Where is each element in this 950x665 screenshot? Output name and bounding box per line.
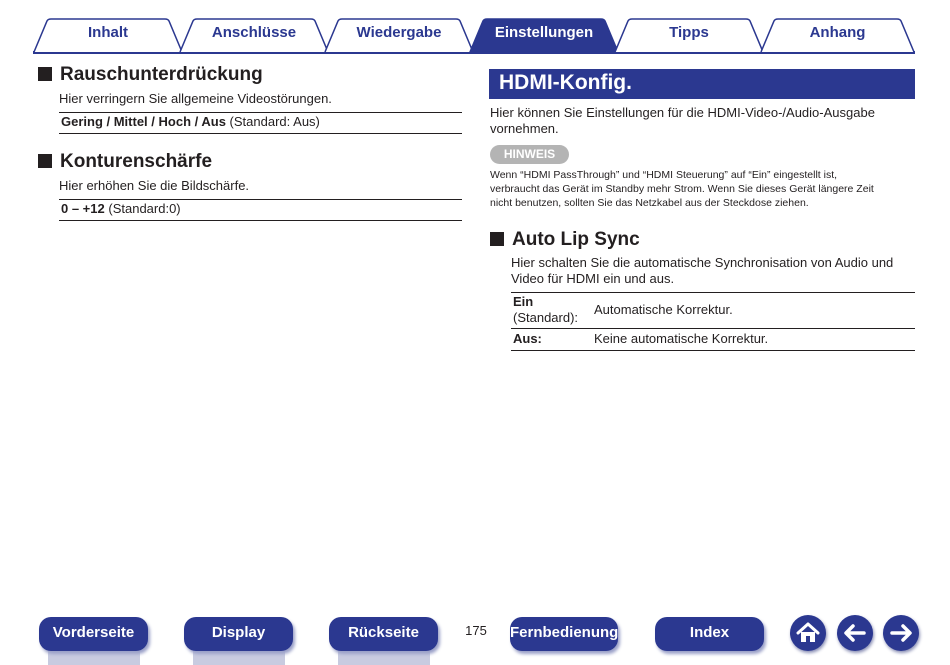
tab-wiedergabe[interactable] <box>324 18 474 52</box>
arrow-left-icon <box>837 615 873 651</box>
hdmi-intro-line2: vornehmen. <box>490 121 559 136</box>
noise-options-default: (Standard: Aus) <box>229 114 320 129</box>
lipsync-row2-key: Aus: <box>513 331 542 346</box>
hdmi-intro-line1: Hier können Sie Einstellungen für die HDMI-Video-/Audio-Ausgabe <box>490 105 875 120</box>
heading-text: Rauschunterdrückung <box>60 64 263 85</box>
tab-inhalt[interactable] <box>33 18 183 52</box>
note-line1: Wenn “HDMI PassThrough” und “HDMI Steuerung” auf “Ein” eingestellt ist, <box>490 169 838 181</box>
square-bullet-icon <box>490 232 504 246</box>
tab-label: Anschlüsse <box>211 24 297 41</box>
note-line2: verbraucht das Gerät im Standby mehr Strom. Wenn Sie dieses Gerät längere Zeit <box>490 183 874 195</box>
sharpness-range-default: (Standard:0) <box>108 201 181 216</box>
lipsync-desc-line2: Video für HDMI ein und aus. <box>511 271 675 286</box>
tab-label: Inhalt <box>88 24 128 41</box>
lipsync-row1-key-default: (Standard): <box>513 310 579 325</box>
button-shadow-strip <box>338 650 430 665</box>
noise-options <box>61 114 320 130</box>
tab-label: Anhang <box>809 24 866 41</box>
index-button[interactable]: Index <box>655 617 764 651</box>
divider <box>511 350 915 351</box>
lipsync-row2-value: Keine automatische Korrektur. <box>594 331 769 346</box>
section-heading-noise <box>38 64 263 86</box>
lipsync-row1-key: Ein <box>513 294 534 309</box>
lipsync-row1-value: Automatische Korrektur. <box>594 302 733 317</box>
tab-anschluesse[interactable] <box>179 18 329 52</box>
note-line3: nicht benutzen, sollten Sie das Netzkabel aus der Steckdose ziehen. <box>490 197 809 209</box>
tab-label: Einstellungen <box>494 24 594 41</box>
lipsync-desc-line1: Hier schalten Sie die automatische Synchronisation von Audio und <box>511 255 894 270</box>
page-number: 175 <box>465 623 487 638</box>
sharpness-description: Hier erhöhen Sie die Bildschärfe. <box>59 178 250 193</box>
button-shadow-strip <box>48 650 140 665</box>
display-button[interactable]: Display <box>184 617 293 651</box>
rear-panel-button[interactable]: Rückseite <box>329 617 438 651</box>
divider <box>59 112 462 113</box>
sharpness-range <box>61 201 181 217</box>
divider <box>59 199 462 200</box>
note-badge: HINWEIS <box>490 145 569 164</box>
divider <box>511 328 915 329</box>
tab-tipps[interactable] <box>614 18 764 52</box>
remote-control-button[interactable]: Fernbedienung <box>510 617 618 651</box>
tab-einstellungen[interactable] <box>469 18 619 52</box>
square-bullet-icon <box>38 154 52 168</box>
tab-label: Tipps <box>669 24 709 41</box>
tab-label: Wiedergabe <box>356 24 442 41</box>
section-banner-hdmi <box>489 69 915 99</box>
section-heading-sharpness <box>38 151 212 173</box>
forward-button[interactable] <box>883 615 919 651</box>
arrow-right-icon <box>883 615 919 651</box>
back-button[interactable] <box>837 615 873 651</box>
noise-description: Hier verringern Sie allgemeine Videostörungen. <box>59 91 332 106</box>
square-bullet-icon <box>38 67 52 81</box>
divider <box>59 220 462 221</box>
home-icon <box>790 615 826 651</box>
section-heading-lipsync <box>490 229 640 251</box>
button-shadow-strip <box>193 650 285 665</box>
front-panel-button[interactable]: Vorderseite <box>39 617 148 651</box>
noise-options-values: Gering / Mittel / Hoch / Aus <box>61 114 226 129</box>
sharpness-range-values: 0 – +12 <box>61 201 105 216</box>
heading-text: Konturenschärfe <box>60 151 213 172</box>
heading-text: Auto Lip Sync <box>512 229 640 250</box>
divider <box>511 292 915 293</box>
tab-anhang[interactable] <box>760 18 915 52</box>
divider <box>59 133 462 134</box>
home-button[interactable] <box>790 615 826 651</box>
banner-title: HDMI-Konfig. <box>499 71 632 94</box>
